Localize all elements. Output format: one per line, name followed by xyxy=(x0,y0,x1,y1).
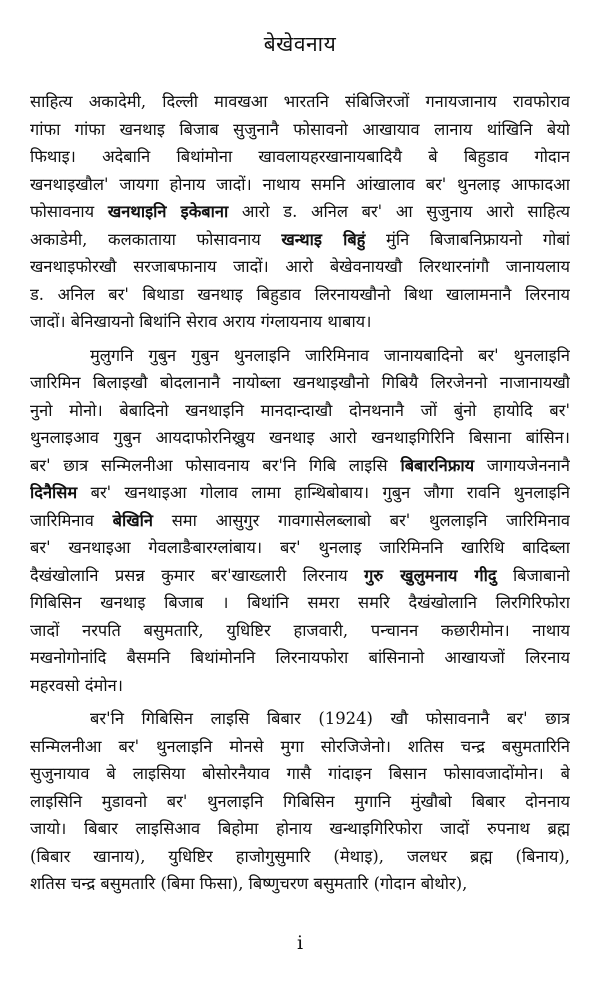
text-line xyxy=(30,479,570,507)
text-line: जारिमिन बिलाइखौ बोदलानानै नायोब्ला खनथाइखौनो गिबियै लिरजेननो नाजानायखौ xyxy=(30,373,570,392)
text-line: सुजुनायाव बे लाइसिया बोसोरनैयाव गासै गांदाइन बिसान फोसावजादोंमोन। बे xyxy=(30,764,570,783)
bold-title-text: गुरु खुलुमनाय गीदु xyxy=(364,565,497,585)
bold-title-text: खन्थाइ बिहुं xyxy=(281,229,366,249)
bold-title-text: बेखिनि xyxy=(112,510,153,530)
text-line: ड. अनिल बर' बिथाडा खनथाइ बिहुडाव लिरनायखौनो बिथा खालामनानै लिरनाय xyxy=(30,284,570,304)
bold-title-text: दिनैसिम xyxy=(30,483,78,502)
text-segment: दैखंखोलानि प्रसन्न कुमार बर'खाख्लारी लिरनाय xyxy=(30,565,365,585)
text-line: जादों। बेनिखायनो बिथांनि सेराव अराय गंग्लायनाय थाबाय। xyxy=(30,312,372,331)
text-segment: आरो ड. अनिल बर' आ सुजुनाय आरो साहित्य xyxy=(228,202,570,221)
text-line xyxy=(30,198,570,226)
text-line: मखनोगोनांदि बैसमनि बिथांमोननि लिरनायफोरा बांसिनानो आखायजों लिरनाय xyxy=(30,648,570,667)
text-segment: समा आसुगुर गावगासेलब्लाबो बर' थुललाइनि जारिमिनाव xyxy=(152,510,570,530)
text-segment: बर' छात्र सन्मिलनीआ फोसावनाय बर'नि गिबि लाइसि xyxy=(30,455,401,475)
text-line: खनथाइफोरखौ सरजाबफानाय जादों। आरो बेखेवनायखौ लिरथारनांगौ जानायलाय xyxy=(30,257,570,276)
text-segment: बिजाबानो xyxy=(496,565,570,585)
text-line: सन्मिलनीआ बर' थुनलाइनि मोनसे मुगा सोरजिजेनो। शतिस चन्द्र बसुमतारिनि xyxy=(30,736,570,756)
text-line: गिबिसिन खनथाइ बिजाब । बिथांनि समरा समरि दैखंखोलानि लिरगिरिफोरा xyxy=(30,593,570,612)
text-line: शतिस चन्द्र बसुमतारि (बिमा फिसा), बिष्णुचरण बसुमतारि (गोदान बोथोर), xyxy=(30,874,468,893)
text-line: जायो। बिबार लाइसिआव बिहोमा होनाय खन्थाइगिरिफोरा जादों रुपनाथ ब्रह्म xyxy=(30,819,570,838)
text-line: (बिबार खानाय), युधिष्टिर हाजोगुसुमारि (मेथाइ), जलधर ब्रह्म (बिनाय), xyxy=(30,846,570,866)
text-line: मुलुगनि गुबुन गुबुन थुनलाइनि जारिमिनाव जानायबादिनो बर' थुनलाइनि xyxy=(90,345,570,365)
text-line: महरवसो दंमोन। xyxy=(30,675,123,695)
text-line xyxy=(30,226,570,254)
text-line: खनथाइखौल' जायगा होनाय जादों। नाथाय समनि आंखालाव बर' थुनलाइ आफादआ xyxy=(30,174,570,194)
text-line: बर' खनथाइआ गेवलाङैबारग्लांबाय। बर' थुनलाइ जारिमिननि खारिथि बादिब्ला xyxy=(30,538,570,557)
bold-title-text: खनथाइनि इकेबाना xyxy=(107,202,229,221)
paragraph xyxy=(30,705,570,898)
text-line xyxy=(30,562,570,590)
document-body xyxy=(30,88,570,898)
text-line: नुनो मोनो। बेबादिनो खनथाइनि मानदान्दाखौ दोनथनानै जों बुंनो हायोदि बर' xyxy=(30,400,570,420)
text-line: बर'नि गिबिसिन लाइसि बिबार (1924) खौ फोसावनानै बर' छात्र xyxy=(90,709,570,728)
bold-title-text: बिबारनिफ्राय xyxy=(400,455,475,475)
text-line: फिथाइ। अदेबानि बिथांमोना खावलायहरखानायबादियै बे बिहुडाव गोदान xyxy=(30,147,570,166)
page-number: i xyxy=(296,932,304,954)
text-line: जादों नरपति बसुमतारि, युधिष्टिर हाजवारी, पन्चानन कछारीमोन। नाथाय xyxy=(30,620,570,640)
text-segment: अकाडेमी, कलकाताया फोसावनाय xyxy=(30,229,282,249)
text-segment: जारिमिनाव xyxy=(30,510,113,530)
text-segment: जागायजेननानै xyxy=(474,455,570,475)
text-segment: फोसावनाय xyxy=(30,202,108,221)
page-title: बेखेवनाय xyxy=(263,32,337,56)
text-line: साहित्य अकादेमी, दिल्ली मावखआ भारतनि संबिजिरजों गनायजानाय रावफोराव xyxy=(30,92,570,111)
paragraph xyxy=(30,88,570,336)
text-line: लाइसिनि मुडावनो बर' थुनलाइनि गिबिसिन मुगानि मुंखौबो बिबार दोननाय xyxy=(30,791,570,811)
paragraph xyxy=(30,342,570,700)
text-line xyxy=(30,507,570,535)
text-segment: बर' खनथाइआ गोलाव लामा हान्थिबोबाय। गुबुन जौगा रावनि थुनलाइनि xyxy=(77,483,570,502)
text-line: थुनलाइआव गुबुन आयदाफोरनिख्रुय खनथाइ आरो खनथाइगिरिनि बिसाना बांसिन। xyxy=(30,428,570,447)
text-line xyxy=(30,452,570,480)
text-line: गांफा गांफा खनथाइ बिजाब सुजुनानै फोसावनो आखायाव लानाय थांखिनि बेयो xyxy=(30,119,570,139)
text-segment: मुंनि बिजाबनिफ्रायनो गोबां xyxy=(365,229,570,249)
